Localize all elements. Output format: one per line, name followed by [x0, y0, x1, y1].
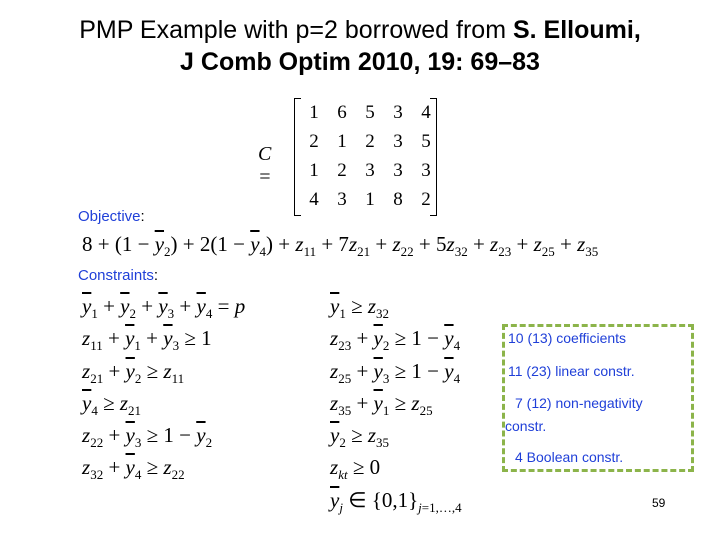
matrix-cell: 3: [393, 102, 403, 123]
page-number: 59: [652, 496, 666, 510]
constraint: $z_{35} + \overline{y}_1 \ge z_{25}$: [330, 391, 433, 419]
constraint: $z_{11} + \overline{y}_1 + \overline{y}_3 \ge 1$: [82, 326, 212, 354]
matrix-grid: [300, 98, 440, 214]
objective-colon: :: [140, 208, 145, 225]
matrix-cell: 2: [337, 160, 347, 181]
constraints-label: [78, 267, 158, 284]
slide-title: [0, 14, 720, 78]
note-nonnegativity-cont: constr.: [505, 418, 547, 434]
constraint: $\overline{y}_1 + \overline{y}_2 + \overline{y}_3 + \overline{y}_4 = p$: [82, 294, 246, 322]
matrix-cell: 3: [393, 160, 403, 181]
note-nonnegativity: 7 (12) non-negativity: [515, 395, 643, 411]
constraint: $z_{23} + \overline{y}_2 \ge 1 - \overline{y}_4$: [330, 326, 461, 354]
constraints-colon: :: [153, 267, 159, 284]
matrix-cell: 6: [337, 102, 347, 123]
constraints-label-text: Constraints: [78, 267, 154, 284]
matrix-cell: 1: [309, 102, 319, 123]
constraint: $z_{21} + \overline{y}_2 \ge z_{11}$: [82, 359, 185, 387]
matrix-name: C =: [258, 143, 272, 188]
title-line2-citation: J Comb Optim 2010, 19: 69–83: [180, 48, 540, 76]
note-boolean-constraints: 4 Boolean constr.: [515, 449, 624, 465]
objective-label-text: Objective: [78, 208, 141, 225]
matrix-cell: 8: [393, 189, 403, 210]
constraint: $z_{kt} \ge 0$: [330, 455, 381, 483]
matrix-cell: 3: [365, 160, 375, 181]
matrix-cell: 4: [309, 189, 319, 210]
constraint: $\overline{y}_2 \ge z_{35}$: [330, 423, 390, 451]
constraint: $\overline{y}_4 \ge z_{21}$: [82, 391, 142, 419]
constraint: $z_{25} + \overline{y}_3 \ge 1 - \overline{y}_4$: [330, 359, 461, 387]
title-line1-author: S. Elloumi,: [512, 16, 641, 44]
matrix-cell: 5: [421, 131, 431, 152]
matrix-cell: 5: [365, 102, 375, 123]
matrix-cell: 2: [421, 189, 431, 210]
matrix-cell: 4: [421, 102, 431, 123]
note-linear-constraints: 11 (23) linear constr.: [508, 363, 635, 379]
matrix-cell: 1: [337, 131, 347, 152]
objective-label: [78, 208, 145, 225]
title-line1-prefix: PMP Example with p=2 borrowed from: [79, 16, 513, 44]
constraint: $\overline{y}_j$ ∈ $\{0,1\}_{j=1,\dots,4}$: [330, 488, 462, 516]
constraint: $z_{22} + \overline{y}_3 \ge 1 - \overline{y}_2$: [82, 423, 213, 451]
objective-formula: $8 + (1 - \overline{y}_2) + 2(1 - \overline{y}_4) + z_{11} + 7z_{21} + z_{22} + 5z_{32} + z_{23} + z_{25} + z_{35}$: [82, 232, 599, 260]
matrix-cell: 1: [365, 189, 375, 210]
matrix-cell: 2: [309, 131, 319, 152]
constraint: $\overline{y}_1 \ge z_{32}$: [330, 294, 390, 322]
matrix-cell: 3: [393, 131, 403, 152]
note-coefficients: 10 (13) coefficients: [508, 330, 627, 346]
constraint: $z_{32} + \overline{y}_4 \ge z_{22}$: [82, 455, 185, 483]
matrix-cell: 3: [421, 160, 431, 181]
matrix-cell: 3: [337, 189, 347, 210]
matrix-cell: 1: [309, 160, 319, 181]
matrix-right-bracket: [430, 98, 437, 216]
matrix-cell: 2: [365, 131, 375, 152]
